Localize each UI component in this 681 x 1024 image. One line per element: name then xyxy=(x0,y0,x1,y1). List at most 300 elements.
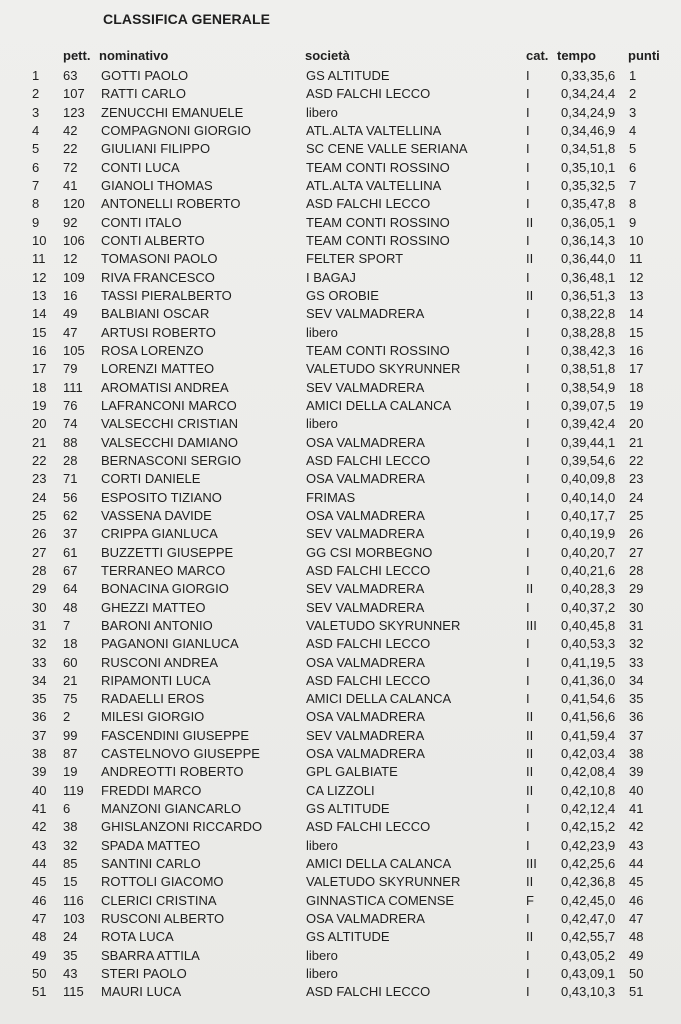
points-cell: 39 xyxy=(629,764,644,780)
bib-number-cell: 116 xyxy=(63,892,84,908)
bib-number-cell: 18 xyxy=(63,636,78,652)
athlete-name-cell: ROSA LORENZO xyxy=(101,342,204,358)
bib-number-cell: 37 xyxy=(63,526,78,542)
table-row xyxy=(0,122,681,140)
time-cell: 0,35,10,1 xyxy=(561,159,616,175)
club-cell: FELTER SPORT xyxy=(306,251,404,267)
athlete-name-cell: SPADA MATTEO xyxy=(101,837,201,853)
club-cell: OSA VALMADRERA xyxy=(306,434,425,450)
table-row xyxy=(0,708,681,726)
bib-number-cell: 103 xyxy=(63,911,85,927)
club-cell: libero xyxy=(306,966,338,982)
category-cell: II xyxy=(526,727,534,743)
bib-number-cell: 87 xyxy=(63,746,78,762)
category-cell: I xyxy=(526,306,530,322)
table-row xyxy=(0,415,681,433)
position-cell: 18 xyxy=(32,379,47,395)
position-cell: 34 xyxy=(32,672,47,688)
position-cell: 2 xyxy=(32,86,40,102)
time-cell: 0,41,36,0 xyxy=(561,672,616,688)
category-cell: I xyxy=(526,397,530,413)
athlete-name-cell: BARONI ANTONIO xyxy=(101,617,213,633)
category-cell: I xyxy=(526,819,530,835)
athlete-name-cell: RATTI CARLO xyxy=(101,86,186,102)
time-cell: 0,36,05,1 xyxy=(561,214,616,230)
club-cell: ATL.ALTA VALTELLINA xyxy=(306,177,442,193)
bib-number-cell: 71 xyxy=(63,471,78,487)
athlete-name-cell: ESPOSITO TIZIANO xyxy=(101,489,222,505)
time-cell: 0,39,54,6 xyxy=(561,452,616,468)
category-cell: I xyxy=(526,599,530,615)
points-cell: 27 xyxy=(629,544,644,560)
club-cell: TEAM CONTI ROSSINO xyxy=(306,214,450,230)
bib-number-cell: 28 xyxy=(63,452,78,468)
points-cell: 33 xyxy=(629,654,644,670)
position-cell: 38 xyxy=(32,746,47,762)
club-cell: ASD FALCHI LECCO xyxy=(306,196,431,212)
category-cell: I xyxy=(526,801,530,817)
bib-number-cell: 21 xyxy=(63,672,78,688)
athlete-name-cell: LORENZI MATTEO xyxy=(101,361,215,377)
bib-number-cell: 109 xyxy=(63,269,85,285)
points-cell: 13 xyxy=(629,287,644,303)
time-cell: 0,38,28,8 xyxy=(561,324,616,340)
header-societa: società xyxy=(305,48,350,63)
points-cell: 49 xyxy=(629,947,644,963)
time-cell: 0,41,56,6 xyxy=(561,709,616,725)
points-cell: 41 xyxy=(629,801,644,817)
table-row xyxy=(0,727,681,745)
club-cell: ASD FALCHI LECCO xyxy=(306,984,431,1000)
athlete-name-cell: TOMASONI PAOLO xyxy=(101,251,218,267)
points-cell: 4 xyxy=(629,122,637,138)
club-cell: FRIMAS xyxy=(306,489,356,505)
table-row xyxy=(0,580,681,598)
position-cell: 25 xyxy=(32,507,47,523)
table-row xyxy=(0,434,681,452)
category-cell: I xyxy=(526,654,530,670)
table-row xyxy=(0,269,681,287)
category-cell: II xyxy=(526,287,534,303)
points-cell: 32 xyxy=(629,636,644,652)
time-cell: 0,39,42,4 xyxy=(561,416,616,432)
athlete-name-cell: PAGANONI GIANLUCA xyxy=(101,636,239,652)
athlete-name-cell: ANDREOTTI ROBERTO xyxy=(101,764,244,780)
table-row xyxy=(0,507,681,525)
table-row xyxy=(0,544,681,562)
category-cell: I xyxy=(526,984,530,1000)
club-cell: TEAM CONTI ROSSINO xyxy=(306,232,450,248)
position-cell: 22 xyxy=(32,452,47,468)
bib-number-cell: 119 xyxy=(63,782,84,798)
category-cell: II xyxy=(526,581,534,597)
position-cell: 44 xyxy=(32,856,47,872)
points-cell: 19 xyxy=(629,397,644,413)
category-cell: I xyxy=(526,544,530,560)
table-row xyxy=(0,745,681,763)
category-cell: I xyxy=(526,452,530,468)
bib-number-cell: 6 xyxy=(63,801,71,817)
bib-number-cell: 120 xyxy=(63,196,85,212)
club-cell: SEV VALMADRERA xyxy=(306,379,425,395)
table-row xyxy=(0,342,681,360)
club-cell: SEV VALMADRERA xyxy=(306,306,425,322)
header-punti: punti xyxy=(628,48,660,63)
bib-number-cell: 99 xyxy=(63,727,78,743)
points-cell: 38 xyxy=(629,746,644,762)
athlete-name-cell: TASSI PIERALBERTO xyxy=(101,287,232,303)
table-header xyxy=(0,48,681,66)
category-cell: II xyxy=(526,874,534,890)
time-cell: 0,42,25,6 xyxy=(561,856,616,872)
category-cell: I xyxy=(526,122,530,138)
athlete-name-cell: BONACINA GIORGIO xyxy=(101,581,229,597)
athlete-name-cell: ROTTOLI GIACOMO xyxy=(101,874,224,890)
bib-number-cell: 56 xyxy=(63,489,78,505)
category-cell: II xyxy=(526,782,534,798)
bib-number-cell: 43 xyxy=(63,966,78,982)
points-cell: 6 xyxy=(629,159,637,175)
club-cell: SEV VALMADRERA xyxy=(306,727,425,743)
club-cell: GS ALTITUDE xyxy=(306,929,390,945)
points-cell: 42 xyxy=(629,819,644,835)
table-row xyxy=(0,818,681,836)
position-cell: 28 xyxy=(32,562,47,578)
points-cell: 25 xyxy=(629,507,644,523)
athlete-name-cell: CASTELNOVO GIUSEPPE xyxy=(101,746,260,762)
athlete-name-cell: RUSCONI ALBERTO xyxy=(101,911,225,927)
points-cell: 9 xyxy=(629,214,637,230)
club-cell: GS OROBIE xyxy=(306,287,379,303)
table-row xyxy=(0,965,681,983)
table-row xyxy=(0,177,681,195)
points-cell: 43 xyxy=(629,837,644,853)
table-row xyxy=(0,287,681,305)
bib-number-cell: 35 xyxy=(63,947,78,963)
position-cell: 9 xyxy=(32,214,40,230)
bib-number-cell: 32 xyxy=(63,837,78,853)
points-cell: 48 xyxy=(629,929,644,945)
athlete-name-cell: GHISLANZONI RICCARDO xyxy=(101,819,263,835)
category-cell: I xyxy=(526,379,530,395)
club-cell: GG CSI MORBEGNO xyxy=(306,544,433,560)
time-cell: 0,39,44,1 xyxy=(561,434,616,450)
bib-number-cell: 64 xyxy=(63,581,78,597)
time-cell: 0,40,09,8 xyxy=(561,471,616,487)
athlete-name-cell: RIVA FRANCESCO xyxy=(101,269,215,285)
position-cell: 20 xyxy=(32,416,47,432)
table-row xyxy=(0,360,681,378)
position-cell: 11 xyxy=(32,251,46,267)
athlete-name-cell: FREDDI MARCO xyxy=(101,782,202,798)
results-table xyxy=(0,67,681,1002)
bib-number-cell: 123 xyxy=(63,104,85,120)
category-cell: I xyxy=(526,471,530,487)
points-cell: 8 xyxy=(629,196,637,212)
bib-number-cell: 12 xyxy=(63,251,78,267)
position-cell: 41 xyxy=(32,801,47,817)
athlete-name-cell: MILESI GIORGIO xyxy=(101,709,205,725)
athlete-name-cell: GOTTI PAOLO xyxy=(101,68,189,83)
page-title: CLASSIFICA GENERALE xyxy=(103,11,271,27)
category-cell: I xyxy=(526,526,530,542)
table-row xyxy=(0,910,681,928)
position-cell: 51 xyxy=(32,984,47,1000)
position-cell: 46 xyxy=(32,892,47,908)
athlete-name-cell: SBARRA ATTILA xyxy=(101,947,200,963)
club-cell: SC CENE VALLE SERIANA xyxy=(306,141,468,157)
time-cell: 0,36,44,0 xyxy=(561,251,616,267)
club-cell: GS ALTITUDE xyxy=(306,68,390,83)
table-row xyxy=(0,983,681,1001)
points-cell: 37 xyxy=(629,727,644,743)
club-cell: VALETUDO SKYRUNNER xyxy=(306,874,461,890)
time-cell: 0,41,54,6 xyxy=(561,691,616,707)
athlete-name-cell: AROMATISI ANDREA xyxy=(101,379,229,395)
table-row xyxy=(0,892,681,910)
athlete-name-cell: VALSECCHI DAMIANO xyxy=(101,434,239,450)
time-cell: 0,42,55,7 xyxy=(561,929,616,945)
bib-number-cell: 67 xyxy=(63,562,78,578)
club-cell: AMICI DELLA CALANCA xyxy=(306,856,452,872)
time-cell: 0,42,23,9 xyxy=(561,837,616,853)
athlete-name-cell: CRIPPA GIANLUCA xyxy=(101,526,218,542)
time-cell: 0,33,35,6 xyxy=(561,68,616,83)
category-cell: I xyxy=(526,947,530,963)
club-cell: VALETUDO SKYRUNNER xyxy=(306,361,461,377)
points-cell: 45 xyxy=(629,874,644,890)
time-cell: 0,35,47,8 xyxy=(561,196,616,212)
category-cell: I xyxy=(526,342,530,358)
position-cell: 14 xyxy=(32,306,47,322)
club-cell: SEV VALMADRERA xyxy=(306,599,425,615)
category-cell: I xyxy=(526,196,530,212)
table-row xyxy=(0,489,681,507)
athlete-name-cell: CORTI DANIELE xyxy=(101,471,201,487)
bib-number-cell: 41 xyxy=(63,177,78,193)
time-cell: 0,43,05,2 xyxy=(561,947,616,963)
club-cell: ASD FALCHI LECCO xyxy=(306,672,431,688)
time-cell: 0,40,37,2 xyxy=(561,599,616,615)
position-cell: 1 xyxy=(32,68,40,83)
category-cell: I xyxy=(526,434,530,450)
points-cell: 26 xyxy=(629,526,644,542)
club-cell: ASD FALCHI LECCO xyxy=(306,86,431,102)
category-cell: II xyxy=(526,746,534,762)
position-cell: 43 xyxy=(32,837,47,853)
points-cell: 2 xyxy=(629,86,637,102)
table-row xyxy=(0,855,681,873)
category-cell: I xyxy=(526,416,530,432)
position-cell: 12 xyxy=(32,269,47,285)
time-cell: 0,42,45,0 xyxy=(561,892,616,908)
bib-number-cell: 15 xyxy=(63,874,78,890)
category-cell: I xyxy=(526,269,530,285)
points-cell: 14 xyxy=(629,306,644,322)
club-cell: libero xyxy=(306,947,338,963)
position-cell: 48 xyxy=(32,929,47,945)
club-cell: libero xyxy=(306,837,338,853)
position-cell: 26 xyxy=(32,526,47,542)
time-cell: 0,42,36,8 xyxy=(561,874,616,890)
table-row xyxy=(0,525,681,543)
table-row xyxy=(0,195,681,213)
points-cell: 31 xyxy=(629,617,644,633)
bib-number-cell: 16 xyxy=(63,287,78,303)
table-row xyxy=(0,928,681,946)
time-cell: 0,38,54,9 xyxy=(561,379,616,395)
points-cell: 5 xyxy=(629,141,637,157)
table-row xyxy=(0,672,681,690)
table-row xyxy=(0,837,681,855)
club-cell: GINNASTICA COMENSE xyxy=(306,892,455,908)
athlete-name-cell: BALBIANI OSCAR xyxy=(101,306,210,322)
points-cell: 36 xyxy=(629,709,644,725)
table-row xyxy=(0,562,681,580)
category-cell: I xyxy=(526,911,530,927)
club-cell: OSA VALMADRERA xyxy=(306,911,425,927)
position-cell: 37 xyxy=(32,727,47,743)
bib-number-cell: 88 xyxy=(63,434,78,450)
table-row xyxy=(0,397,681,415)
points-cell: 10 xyxy=(629,232,644,248)
bib-number-cell: 61 xyxy=(63,544,78,560)
athlete-name-cell: COMPAGNONI GIORGIO xyxy=(101,122,251,138)
athlete-name-cell: CONTI ALBERTO xyxy=(101,232,205,248)
bib-number-cell: 24 xyxy=(63,929,78,945)
table-row xyxy=(0,763,681,781)
category-cell: I xyxy=(526,562,530,578)
table-row xyxy=(0,232,681,250)
bib-number-cell: 7 xyxy=(63,617,71,633)
time-cell: 0,34,24,4 xyxy=(561,86,616,102)
time-cell: 0,35,32,5 xyxy=(561,177,616,193)
time-cell: 0,38,22,8 xyxy=(561,306,616,322)
category-cell: I xyxy=(526,636,530,652)
club-cell: I BAGAJ xyxy=(306,269,356,285)
bib-number-cell: 2 xyxy=(63,709,71,725)
table-row xyxy=(0,782,681,800)
time-cell: 0,40,45,8 xyxy=(561,617,616,633)
position-cell: 24 xyxy=(32,489,47,505)
club-cell: SEV VALMADRERA xyxy=(306,526,425,542)
time-cell: 0,40,14,0 xyxy=(561,489,616,505)
bib-number-cell: 63 xyxy=(63,68,78,83)
points-cell: 44 xyxy=(629,856,644,872)
club-cell: OSA VALMADRERA xyxy=(306,746,425,762)
bib-number-cell: 38 xyxy=(63,819,78,835)
time-cell: 0,36,14,3 xyxy=(561,232,616,248)
points-cell: 7 xyxy=(629,177,637,193)
points-cell: 29 xyxy=(629,581,644,597)
time-cell: 0,42,03,4 xyxy=(561,746,616,762)
bib-number-cell: 107 xyxy=(63,86,85,102)
points-cell: 1 xyxy=(629,68,637,83)
athlete-name-cell: VASSENA DAVIDE xyxy=(101,507,212,523)
bib-number-cell: 74 xyxy=(63,416,78,432)
points-cell: 51 xyxy=(629,984,644,1000)
bib-number-cell: 92 xyxy=(63,214,78,230)
time-cell: 0,42,10,8 xyxy=(561,782,616,798)
bib-number-cell: 47 xyxy=(63,324,78,340)
position-cell: 35 xyxy=(32,691,47,707)
category-cell: I xyxy=(526,489,530,505)
club-cell: VALETUDO SKYRUNNER xyxy=(306,617,461,633)
position-cell: 23 xyxy=(32,471,47,487)
time-cell: 0,40,17,7 xyxy=(561,507,616,523)
category-cell: II xyxy=(526,214,534,230)
position-cell: 36 xyxy=(32,709,47,725)
table-row xyxy=(0,379,681,397)
header-nominativo: nominativo xyxy=(99,48,169,63)
time-cell: 0,42,08,4 xyxy=(561,764,616,780)
category-cell: I xyxy=(526,232,530,248)
position-cell: 45 xyxy=(32,874,47,890)
athlete-name-cell: GIULIANI FILIPPO xyxy=(101,141,211,157)
header-cat: cat. xyxy=(526,48,549,63)
points-cell: 50 xyxy=(629,966,644,982)
bib-number-cell: 106 xyxy=(63,232,85,248)
club-cell: ASD FALCHI LECCO xyxy=(306,636,431,652)
club-cell: OSA VALMADRERA xyxy=(306,471,425,487)
athlete-name-cell: TERRANEO MARCO xyxy=(101,562,226,578)
bib-number-cell: 76 xyxy=(63,397,78,413)
points-cell: 12 xyxy=(629,269,644,285)
position-cell: 21 xyxy=(32,434,47,450)
points-cell: 40 xyxy=(629,782,644,798)
position-cell: 13 xyxy=(32,287,47,303)
athlete-name-cell: CLERICI CRISTINA xyxy=(101,892,217,908)
athlete-name-cell: RUSCONI ANDREA xyxy=(101,654,219,670)
table-row xyxy=(0,800,681,818)
table-row xyxy=(0,104,681,122)
club-cell: GPL GALBIATE xyxy=(306,764,398,780)
position-cell: 30 xyxy=(32,599,47,615)
points-cell: 16 xyxy=(629,342,644,358)
time-cell: 0,39,07,5 xyxy=(561,397,616,413)
table-row xyxy=(0,67,681,85)
points-cell: 28 xyxy=(629,562,644,578)
position-cell: 3 xyxy=(32,104,40,120)
club-cell: AMICI DELLA CALANCA xyxy=(306,397,452,413)
category-cell: II xyxy=(526,929,534,945)
time-cell: 0,34,46,9 xyxy=(561,122,616,138)
athlete-name-cell: FASCENDINI GIUSEPPE xyxy=(101,727,250,743)
time-cell: 0,42,15,2 xyxy=(561,819,616,835)
club-cell: TEAM CONTI ROSSINO xyxy=(306,342,450,358)
club-cell: OSA VALMADRERA xyxy=(306,654,425,670)
category-cell: I xyxy=(526,837,530,853)
category-cell: I xyxy=(526,177,530,193)
position-cell: 16 xyxy=(32,342,47,358)
athlete-name-cell: CONTI ITALO xyxy=(101,214,182,230)
category-cell: II xyxy=(526,709,534,725)
category-cell: I xyxy=(526,68,530,83)
points-cell: 18 xyxy=(629,379,644,395)
table-row xyxy=(0,214,681,232)
bib-number-cell: 48 xyxy=(63,599,78,615)
position-cell: 47 xyxy=(32,911,47,927)
category-cell: II xyxy=(526,251,534,267)
table-row xyxy=(0,305,681,323)
athlete-name-cell: GHEZZI MATTEO xyxy=(101,599,206,615)
category-cell: II xyxy=(526,764,534,780)
header-pett: pett. xyxy=(63,48,91,63)
table-row xyxy=(0,470,681,488)
table-row xyxy=(0,85,681,103)
time-cell: 0,40,19,9 xyxy=(561,526,616,542)
position-cell: 6 xyxy=(32,159,40,175)
